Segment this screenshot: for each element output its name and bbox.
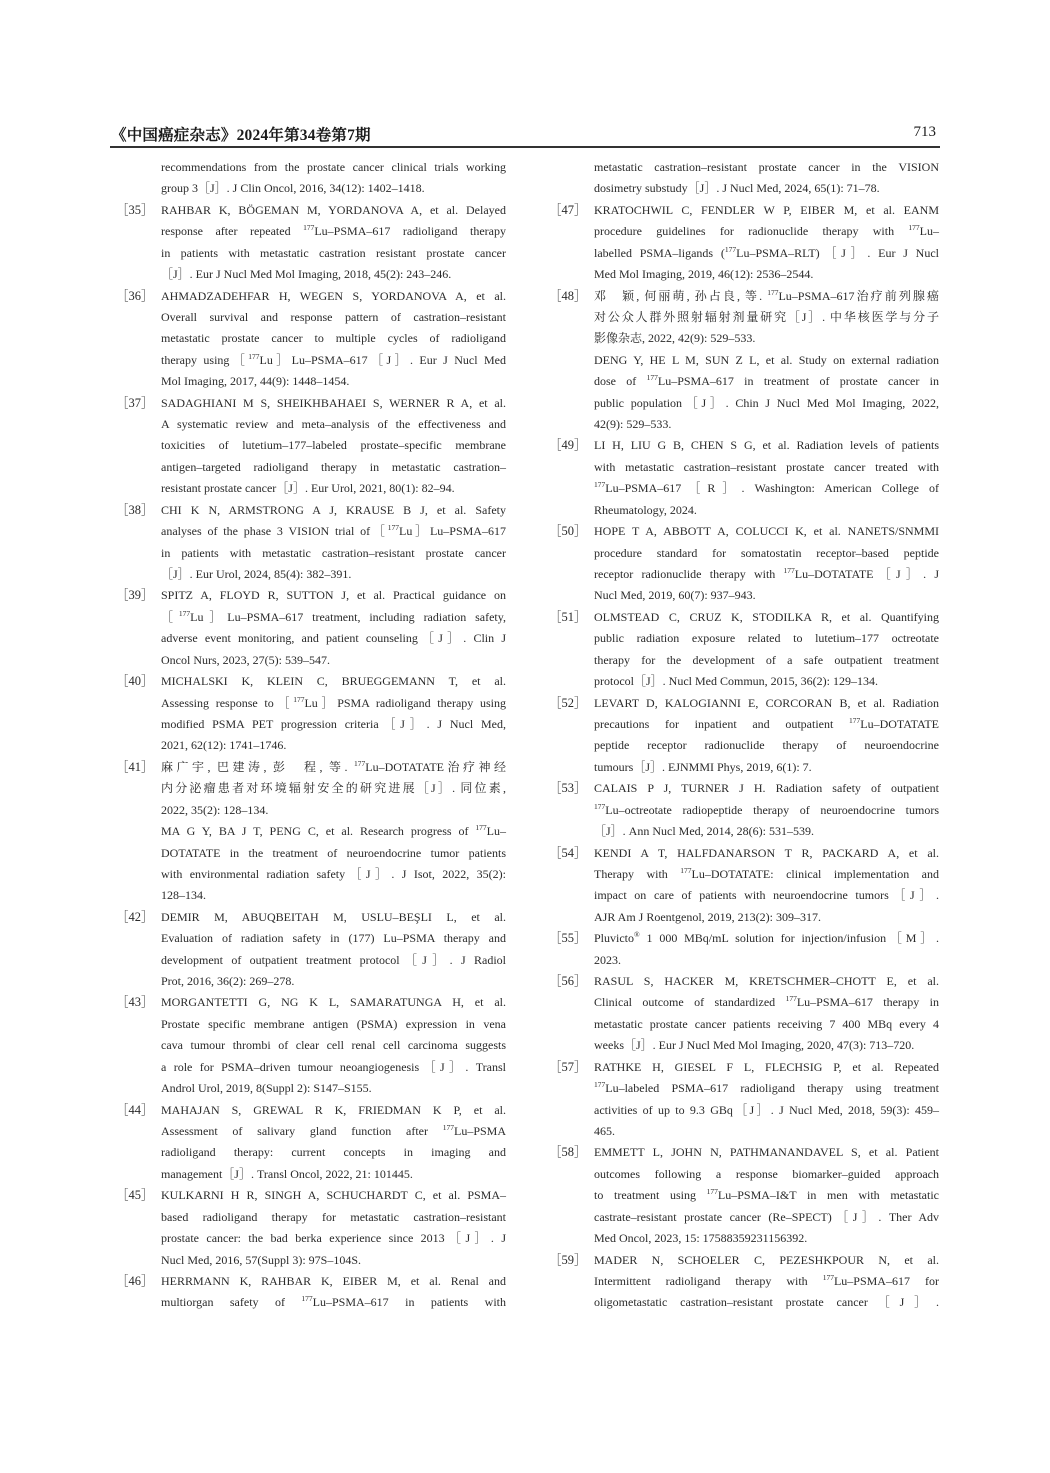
- reference-text-line: management［J］. Transl Oncol, 2022, 21: 101445.: [161, 1166, 413, 1181]
- reference-text-line: Nucl Med, 2016, 57(Suppl 3): 97S–104S.: [161, 1252, 362, 1267]
- reference-text-line: public radiation exposure related to lutetium–177 octreotate: [594, 631, 939, 646]
- superscript: 177: [301, 1294, 313, 1304]
- reference-text-line: Overall survival and response pattern of castration–resistant: [161, 309, 506, 324]
- reference-text-line: 邓 颖, 何丽萌, 孙占良, 等. $^{177}$Lu–PSMA–617治疗前列腺癌: [594, 287, 939, 303]
- reference-number: ［49］: [549, 438, 587, 453]
- reference-text-line: LEVART D, KALOGIANNI E, CORCORAN B, et al. Radiation: [594, 695, 939, 710]
- reference-text-line: a role for PSMA–driven tumour neoangiogenesis［J］. Transl: [161, 1059, 506, 1074]
- reference-text-line: activities of up to 9.3 GBq［J］. J Nucl Med, 2018, 59(3): 459–: [594, 1102, 939, 1117]
- reference-text-line: HERRMANN K, RAHBAR K, EIBER M, et al. Renal and: [161, 1273, 506, 1288]
- reference-entry: [549, 778, 939, 842]
- reference-number: ［48］: [549, 288, 587, 303]
- reference-text-line: development of outpatient treatment protocol［J］. J Radiol: [161, 952, 506, 967]
- reference-entry: [116, 500, 506, 586]
- reference-text-line: labelled PSMA–ligands ($^{177}$Lu–PSMA–RLT)［J］. Eur J Nucl: [594, 244, 939, 260]
- reference-entry: [549, 286, 939, 436]
- superscript: 177: [594, 1080, 606, 1090]
- reference-text-line: antigen–targeted radioligand therapy in metastatic castration–: [161, 459, 506, 474]
- reference-entry: [116, 992, 506, 1099]
- reference-text-line: Evaluation of radiation safety in (177) Lu–PSMA therapy and: [161, 931, 506, 946]
- reference-text-line: Oncol Nurs, 2023, 27(5): 539–547.: [161, 652, 330, 667]
- reference-number: ［45］: [116, 1188, 154, 1203]
- reference-text-line: 42(9): 529–533.: [594, 417, 672, 432]
- reference-text-line: analyses of the phase 3 VISION trial of［$^{177}$Lu］Lu–PSMA–617: [161, 523, 506, 539]
- reference-text-line: SADAGHIANI M S, SHEIKHBAHAEI S, WERNER R A, et al.: [161, 395, 506, 410]
- reference-entry: [549, 928, 939, 971]
- reference-entry: [549, 607, 939, 693]
- reference-text-line: modified PSMA PET progression criteria［J］. J Nucl Med,: [161, 716, 506, 731]
- reference-text-line: AHMADZADEHFAR H, WEGEN S, YORDANOVA A, et al.: [161, 288, 506, 303]
- reference-text-line: RASUL S, HACKER M, KRETSCHMER–CHOTT E, et al.: [594, 974, 939, 989]
- reference-entry: [116, 393, 506, 500]
- journal-header-title: 《中国癌症杂志》2024年第34卷第7期: [111, 127, 371, 144]
- superscript: 177: [724, 244, 737, 254]
- reference-number: ［54］: [549, 845, 587, 860]
- reference-entry: [116, 1100, 506, 1186]
- reference-text-line: MORGANTETTI G, NG K L, SAMARATUNGA H, et al.: [161, 995, 506, 1010]
- reference-text-line: HOPE T A, ABBOTT A, COLUCCI K, et al. NANETS/SNMMI: [594, 524, 939, 539]
- superscript: 177: [387, 523, 399, 533]
- reference-number: ［59］: [549, 1252, 587, 1267]
- reference-text-line: Pluvicto® 1 000 MBq/mL solution for injection/infusion［M］.: [594, 930, 939, 946]
- reference-number: ［43］: [116, 995, 154, 1010]
- reference-text-line: CALAIS P J, TURNER J H. Radiation safety of outpatient: [594, 781, 939, 796]
- reference-text-line: ［$^{177}$Lu］Lu–PSMA–617 treatment, including radiation safety,: [161, 608, 506, 624]
- superscript: 177: [908, 223, 920, 233]
- reference-text-line: multiorgan safety of $^{177}$Lu–PSMA–617 in patients with: [161, 1294, 506, 1310]
- reference-text-line: ［J］. Ann Nucl Med, 2014, 28(6): 531–539.: [594, 824, 814, 839]
- superscript: 177: [680, 865, 692, 875]
- reference-text-line: Clinical outcome of standardized $^{177}$Lu–PSMA–617 therapy in: [594, 994, 939, 1010]
- reference-entry: [549, 521, 939, 607]
- reference-text-line: LI H, LIU G B, CHEN S G, et al. Radiation levels of patients: [594, 438, 939, 453]
- header-rule: [110, 146, 940, 148]
- reference-entry: [116, 286, 506, 393]
- reference-text-line: Rheumatology, 2024.: [594, 502, 697, 517]
- reference-entry: [116, 585, 506, 671]
- reference-text-line: 麻广宇, 巴建涛, 彭 程, 等. $^{177}$Lu–DOTATATE治疗神经: [161, 758, 506, 774]
- reference-entry: [116, 1271, 506, 1314]
- reference-text-line: dosimetry substudy［J］. J Nucl Med, 2024, 65(1): 71–78.: [594, 181, 880, 196]
- reference-text-line: weeks［J］. Eur J Nucl Med Mol Imaging, 2020, 47(3): 713–720.: [594, 1038, 915, 1053]
- superscript: 177: [594, 480, 606, 490]
- reference-text-line: Med Mol Imaging, 2019, 46(12): 2536–2544.: [594, 267, 814, 282]
- reference-text-line: based radioligand therapy for metastatic castration–resistant: [161, 1209, 506, 1224]
- superscript: ®: [634, 930, 640, 940]
- reference-text-line: ［J］. Eur Urol, 2024, 85(4): 382–391.: [161, 567, 352, 582]
- reference-entry: [116, 671, 506, 757]
- reference-entry: [549, 1057, 939, 1143]
- reference-text-line: tumours［J］. EJNMMI Phys, 2019, 6(1): 7.: [594, 759, 812, 774]
- reference-text-line: 内分泌瘤患者对环境辐射安全的研究进展［J］. 同位素,: [161, 781, 506, 796]
- reference-text-line: $^{177}$Lu–PSMA–617［R］. Washington: American College of: [594, 480, 939, 496]
- reference-text-line: in patients with metastatic castration–resistant prostate cancer: [161, 545, 506, 560]
- reference-text-line: DOTATATE in the treatment of neuroendocrine tumor patients: [161, 845, 506, 860]
- reference-number: ［46］: [116, 1273, 154, 1288]
- reference-text-line: Assessing response to［$^{177}$Lu］PSMA radioligand therapy using: [161, 694, 506, 710]
- reference-text-line: cava tumour thrombi of clear cell renal cell carcinoma suggests: [161, 1038, 506, 1053]
- reference-text-line: $^{177}$Lu–octreotate radiopeptide therapy of neuroendocrine tumors: [594, 801, 939, 817]
- reference-text-line: 对公众人群外照射辐射剂量研究［J］. 中华核医学与分子: [594, 309, 939, 324]
- reference-text-line: AJR Am J Roentgenol, 2019, 213(2): 309–317.: [594, 909, 821, 924]
- reference-text-line: 2022, 35(2): 128–134.: [161, 802, 269, 817]
- reference-text-line: 2023.: [594, 952, 621, 967]
- reference-number: ［40］: [116, 674, 154, 689]
- reference-text-line: resistant prostate cancer［J］. Eur Urol, 2021, 80(1): 82–94.: [161, 481, 455, 496]
- reference-text-line: OLMSTEAD C, CRUZ K, STODILKA R, et al. Quantifying: [594, 609, 939, 624]
- reference-number: ［36］: [116, 288, 154, 303]
- superscript: 177: [594, 801, 606, 811]
- reference-text-line: Prot, 2016, 36(2): 269–278.: [161, 974, 295, 989]
- reference-text-line: with environmental radiation safety［J］. J Isot, 2022, 35(2):: [161, 866, 506, 881]
- superscript: 177: [767, 287, 779, 297]
- reference-number: ［53］: [549, 781, 587, 796]
- reference-text-line: toxicities of lutetium–177–labeled prostate–specific membrane: [161, 438, 506, 453]
- reference-text-line: A systematic review and meta–analysis of the effectiveness and: [161, 417, 506, 432]
- reference-text-line: $^{177}$Lu–labeled PSMA–617 radioligand therapy using treatment: [594, 1080, 939, 1096]
- reference-entry: [549, 971, 939, 1057]
- reference-text-line: response after repeated $^{177}$Lu–PSMA–617 radioligand therapy: [161, 223, 506, 239]
- superscript: 177: [248, 351, 260, 361]
- reference-number: ［35］: [116, 202, 154, 217]
- reference-text-line: EMMETT L, JOHN N, PATHMANANDAVEL S, et al. Patient: [594, 1145, 939, 1160]
- reference-number: ［47］: [549, 202, 587, 217]
- reference-text-line: RAHBAR K, BÖGEMAN M, YORDANOVA A, et al. Delayed: [161, 202, 506, 217]
- reference-number: ［55］: [549, 931, 587, 946]
- superscript: 177: [706, 1187, 718, 1197]
- reference-text-line: public population［J］. Chin J Nucl Med Mol Imaging, 2022,: [594, 395, 939, 410]
- reference-text-line: precautions for inpatient and outpatient $^{177}$Lu–DOTATATE: [594, 715, 939, 731]
- reference-text-line: MA G Y, BA J T, PENG C, et al. Research progress of $^{177}$Lu–: [161, 823, 506, 839]
- reference-text-line: therapy for the development of a safe outpatient treatment: [594, 652, 939, 667]
- reference-text-line: procedure guidelines for radionuclide therapy with $^{177}$Lu–: [594, 223, 939, 239]
- reference-text-line: in patients with metastatic castration resistant prostate cancer: [161, 245, 506, 260]
- reference-text-line: DENG Y, HE L M, SUN Z L, et al. Study on external radiation: [594, 352, 939, 367]
- reference-text-line: with metastatic castration–resistant prostate cancer treated with: [594, 459, 939, 474]
- reference-text-line: 128–134.: [161, 888, 206, 903]
- reference-text-line: therapy using［$^{177}$Lu］Lu–PSMA–617［J］. Eur J Nucl Med: [161, 351, 506, 367]
- reference-number: ［42］: [116, 909, 154, 924]
- reference-text-line: ［J］. Eur J Nucl Med Mol Imaging, 2018, 45(2): 243–246.: [161, 267, 452, 282]
- reference-entry: [549, 1250, 939, 1314]
- reference-text-line: peptide receptor radionuclide therapy of neuroendocrine: [594, 738, 939, 753]
- reference-text-line: RATHKE H, GIESEL F L, FLECHSIG P, et al. Repeated: [594, 1059, 939, 1074]
- reference-entry: [549, 693, 939, 779]
- reference-entry: [116, 757, 506, 907]
- reference-text-line: Androl Urol, 2019, 8(Suppl 2): S147–S155.: [161, 1081, 372, 1096]
- reference-text-line: 影像杂志, 2022, 42(9): 529–533.: [594, 331, 756, 346]
- reference-text-line: Mol Imaging, 2017, 44(9): 1448–1454.: [161, 374, 350, 389]
- reference-text-line: Intermittent radioligand therapy with $^{177}$Lu–PSMA–617 for: [594, 1272, 939, 1288]
- page-number: 713: [913, 124, 936, 140]
- reference-text-line: Prostate specific membrane antigen (PSMA) expression in vena: [161, 1016, 506, 1031]
- superscript: 177: [849, 715, 861, 725]
- reference-text-line: MICHALSKI K, KLEIN C, BRUEGGEMANN T, et al.: [161, 674, 506, 689]
- superscript: 177: [442, 1122, 454, 1132]
- reference-number: ［52］: [549, 695, 587, 710]
- reference-entry: [116, 200, 506, 286]
- reference-text-line: oligometastatic castration–resistant prostate cancer［J］.: [594, 1295, 939, 1310]
- reference-text-line: castrate–resistant prostate cancer (Re–SPECT)［J］. Ther Adv: [594, 1209, 939, 1224]
- reference-text-line: radioligand therapy: current concepts in imaging and: [161, 1145, 506, 1160]
- superscript: 177: [822, 1272, 834, 1282]
- reference-entry: [161, 157, 506, 200]
- reference-entry: [116, 907, 506, 993]
- reference-number: ［38］: [116, 502, 154, 517]
- reference-text-line: metastatic castration–resistant prostate cancer in the VISION: [594, 160, 939, 174]
- superscript: 177: [354, 758, 366, 768]
- reference-entry: [549, 435, 939, 521]
- reference-text-line: Med Oncol, 2023, 15: 17588359231156392.: [594, 1231, 808, 1246]
- superscript: 177: [783, 566, 795, 576]
- reference-text-line: Assessment of salivary gland function after $^{177}$Lu–PSMA: [161, 1122, 506, 1138]
- reference-number: ［44］: [116, 1102, 154, 1117]
- reference-entry: [549, 200, 939, 286]
- reference-entry: [549, 843, 939, 929]
- reference-number: ［57］: [549, 1059, 587, 1074]
- reference-text-line: protocol［J］. Nucl Med Commun, 2015, 36(2): 129–134.: [594, 674, 878, 689]
- reference-text-line: Nucl Med, 2019, 60(7): 937–943.: [594, 588, 756, 603]
- reference-text-line: to treatment using $^{177}$Lu–PSMA–I&T in men with metastatic: [594, 1187, 939, 1203]
- reference-text-line: impact on care of patients with neuroendocrine tumors［J］.: [594, 888, 939, 903]
- reference-text-line: MADER N, SCHOELER C, PEZESHKPOUR N, et al.: [594, 1252, 939, 1267]
- reference-text-line: MAHAJAN S, GREWAL R K, FRIEDMAN K P, et al.: [161, 1102, 506, 1117]
- superscript: 177: [293, 694, 305, 704]
- reference-text-line: Therapy with $^{177}$Lu–DOTATATE: clinical implementation and: [594, 865, 939, 881]
- reference-text-line: 465.: [594, 1123, 615, 1138]
- reference-text-line: metastatic prostate cancer to multiple cycles of radioligand: [161, 331, 506, 346]
- reference-text-line: prostate cancer: the bad berka experience since 2013［J］. J: [161, 1231, 506, 1246]
- reference-text-line: SPITZ A, FLOYD R, SUTTON J, et al. Practical guidance on: [161, 588, 506, 603]
- reference-text-line: 2021, 62(12): 1741–1746.: [161, 738, 287, 753]
- superscript: 177: [475, 823, 487, 833]
- reference-entry: [549, 1142, 939, 1249]
- reference-text-line: adverse event monitoring, and patient counseling［J］. Clin J: [161, 631, 506, 646]
- reference-column-right: [549, 157, 939, 1314]
- reference-entry: [116, 1185, 506, 1271]
- superscript: 177: [785, 994, 797, 1004]
- reference-text-line: metastatic prostate cancer patients receiving 7 400 MBq every 4: [594, 1016, 939, 1031]
- reference-number: ［56］: [549, 974, 587, 989]
- reference-text-line: dose of $^{177}$Lu–PSMA–617 in treatment of prostate cancer in: [594, 373, 939, 389]
- superscript: 177: [303, 223, 315, 233]
- reference-text-line: recommendations from the prostate cancer clinical trials working: [161, 160, 506, 174]
- reference-text-line: procedure standard for somatostatin receptor–based peptide: [594, 545, 939, 560]
- reference-text-line: DEMIR M, ABUQBEITAH M, USLU–BEŞLI L, et al.: [161, 909, 506, 924]
- reference-number: ［37］: [116, 395, 154, 410]
- reference-text-line: CHI K N, ARMSTRONG A J, KRAUSE B J, et al. Safety: [161, 502, 506, 517]
- reference-text-line: KENDI A T, HALFDANARSON T R, PACKARD A, et al.: [594, 845, 939, 860]
- reference-text-line: KRATOCHWIL C, FENDLER W P, EIBER M, et al. EANM: [594, 202, 939, 217]
- reference-text-line: outcomes following a response biomarker–guided approach: [594, 1166, 939, 1181]
- reference-column-left: [116, 157, 506, 1314]
- reference-entry: [594, 157, 939, 200]
- reference-text-line: receptor radionuclide therapy with $^{177}$Lu–DOTATATE［J］. J: [594, 566, 939, 582]
- reference-text-line: KULKARNI H R, SINGH A, SCHUCHARDT C, et al. PSMA–: [161, 1188, 506, 1203]
- reference-number: ［58］: [549, 1145, 587, 1160]
- superscript: 177: [646, 373, 658, 383]
- reference-text-line: group 3［J］. J Clin Oncol, 2016, 34(12): 1402–1418.: [161, 181, 425, 196]
- reference-number: ［51］: [549, 609, 587, 624]
- superscript: 177: [178, 608, 191, 618]
- reference-number: ［39］: [116, 588, 154, 603]
- reference-number: ［41］: [116, 759, 154, 774]
- reference-number: ［50］: [549, 524, 587, 539]
